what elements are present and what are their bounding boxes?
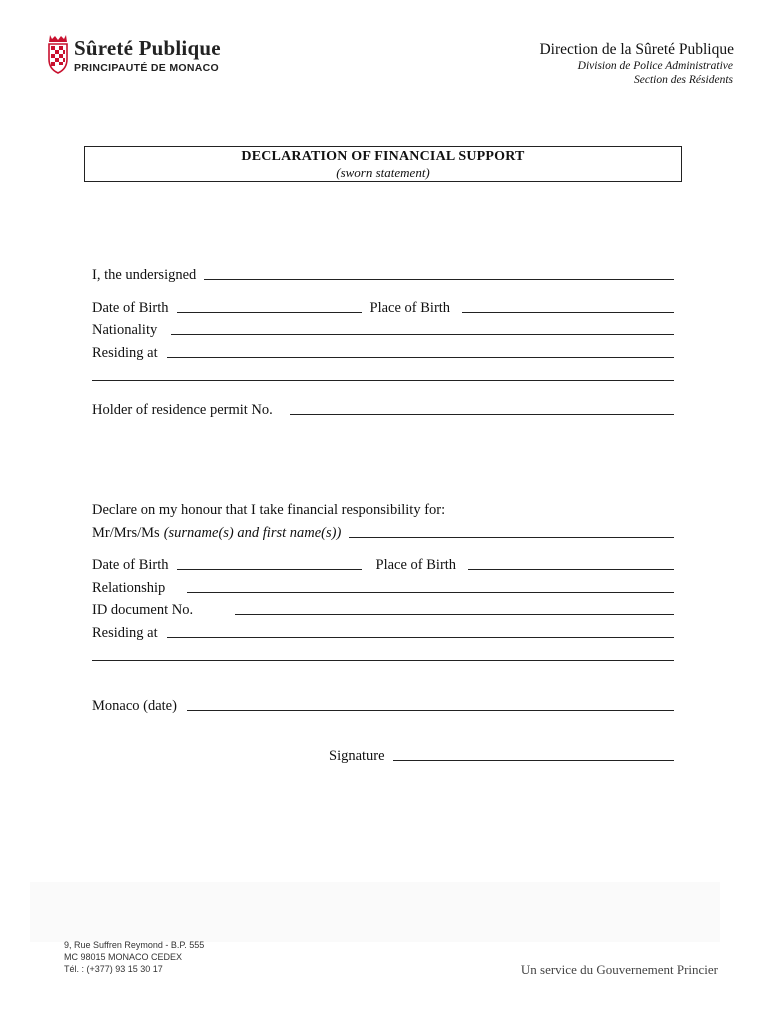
date-field[interactable] — [187, 710, 674, 711]
name-label-hint: (surname(s) and first name(s)) — [163, 525, 342, 541]
nationality-row — [92, 319, 674, 339]
permit-row — [92, 399, 674, 419]
document-title-box — [84, 146, 682, 182]
relationship-field[interactable] — [187, 592, 674, 593]
logo-subtitle: PRINCIPAUTÉ DE MONACO — [74, 62, 219, 74]
name-label-prefix: Mr/Mrs/Ms — [92, 525, 160, 541]
footer-band — [30, 882, 720, 942]
beneficiary-residing-field-continuation[interactable] — [92, 660, 674, 661]
residing-continuation-row — [92, 365, 674, 385]
id-field[interactable] — [235, 614, 674, 615]
footer-address — [64, 939, 204, 975]
residing-label: Residing at — [92, 345, 158, 361]
date-row — [92, 695, 674, 715]
date-label: Monaco (date) — [92, 698, 177, 714]
residing-field-continuation[interactable] — [92, 380, 674, 381]
beneficiary-birth-row — [92, 554, 674, 574]
footer-address-line1: 9, Rue Suffren Reymond - B.P. 555 — [64, 940, 205, 950]
beneficiary-name-row — [92, 522, 674, 542]
header-direction: Direction de la Sûreté Publique — [539, 41, 734, 58]
residing-row — [92, 342, 674, 362]
nationality-label: Nationality — [92, 322, 158, 338]
dob-label: Date of Birth — [92, 300, 169, 316]
id-label: ID document No. — [92, 602, 194, 618]
header-division: Division de Police Administrative — [577, 60, 733, 72]
beneficiary-residing-label: Residing at — [92, 625, 158, 641]
monaco-crest-icon — [46, 33, 70, 75]
pob-field[interactable] — [462, 312, 674, 313]
footer-service: Un service du Gouvernement Princier — [520, 962, 718, 977]
document-subtitle: (sworn statement) — [336, 165, 430, 180]
undersigned-field[interactable] — [204, 279, 674, 280]
declarant-birth-row — [92, 297, 674, 317]
beneficiary-pob-label: Place of Birth — [375, 557, 457, 573]
residing-field[interactable] — [167, 357, 674, 358]
beneficiary-dob-label: Date of Birth — [92, 557, 169, 573]
footer-address-line3: Tél. : (+377) 93 15 30 17 — [64, 964, 163, 974]
footer-address-line2: MC 98015 MONACO CEDEX — [64, 952, 183, 962]
pob-label: Place of Birth — [369, 300, 451, 316]
signature-row — [329, 745, 674, 765]
permit-label: Holder of residence permit No. — [92, 402, 273, 418]
beneficiary-residing-row — [92, 622, 674, 642]
beneficiary-name-field[interactable] — [349, 537, 674, 538]
declare-text: Declare on my honour that I take financial responsibility for: — [92, 502, 446, 518]
relationship-row — [92, 577, 674, 597]
document-title: DECLARATION OF FINANCIAL SUPPORT — [241, 149, 525, 164]
dob-field[interactable] — [177, 312, 362, 313]
signature-label: Signature — [329, 748, 385, 764]
relationship-label: Relationship — [92, 580, 166, 596]
undersigned-label: I, the undersigned — [92, 267, 197, 283]
beneficiary-residing-field[interactable] — [167, 637, 674, 638]
beneficiary-residing-continuation-row — [92, 645, 674, 665]
nationality-field[interactable] — [171, 334, 674, 335]
undersigned-row — [92, 264, 674, 284]
id-row — [92, 599, 674, 619]
beneficiary-dob-field[interactable] — [177, 569, 362, 570]
beneficiary-pob-field[interactable] — [468, 569, 674, 570]
permit-field[interactable] — [290, 414, 674, 415]
logo-title: Sûreté Publique — [74, 36, 221, 60]
declare-row — [92, 499, 674, 519]
signature-field[interactable] — [393, 760, 674, 761]
header-section: Section des Résidents — [633, 74, 733, 86]
